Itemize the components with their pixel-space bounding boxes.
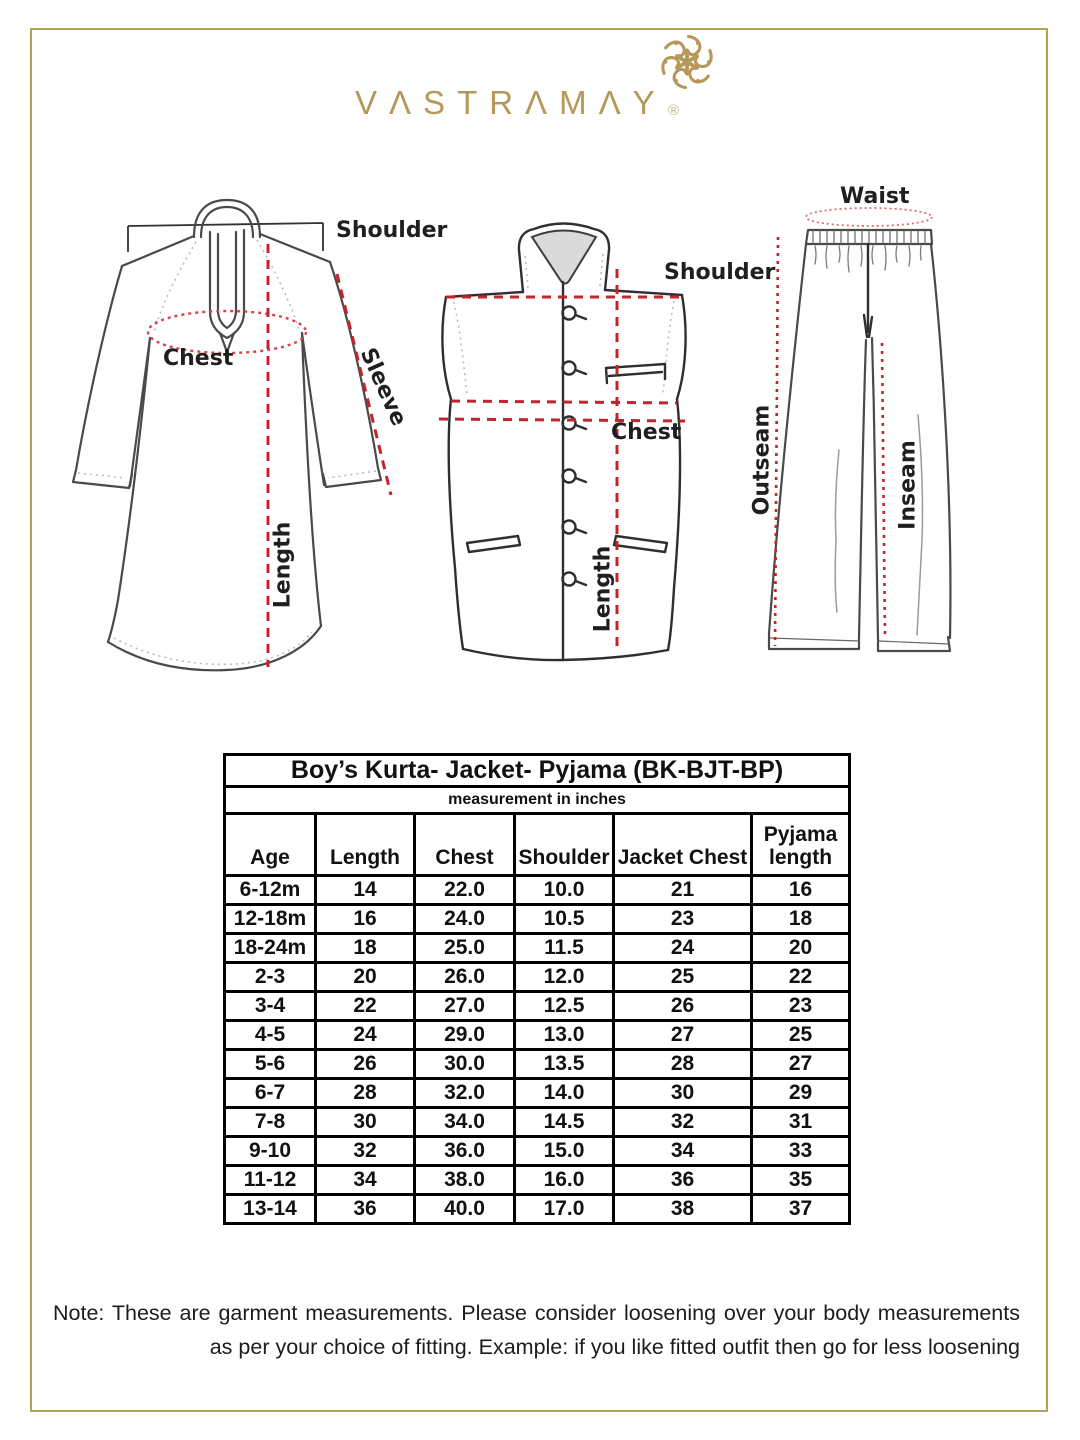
kurta-chest-label: Chest — [163, 346, 234, 371]
table-cell: 36 — [316, 1195, 415, 1224]
table-cell: 32 — [316, 1137, 415, 1166]
size-table — [223, 753, 851, 1225]
table-cell: 18 — [752, 905, 850, 934]
table-cell: 12-18m — [225, 905, 316, 934]
table-cell: 13.0 — [515, 1021, 614, 1050]
table-cell: 9-10 — [225, 1137, 316, 1166]
table-cell: 23 — [752, 992, 850, 1021]
table-cell: 7-8 — [225, 1108, 316, 1137]
table-cell: 27.0 — [415, 992, 515, 1021]
column-header: Age — [225, 814, 316, 876]
kurta-shoulder-label: Shoulder — [336, 218, 448, 243]
table-cell: 23 — [614, 905, 752, 934]
table-cell: 31 — [752, 1108, 850, 1137]
table-cell: 34 — [316, 1166, 415, 1195]
column-header: Jacket Chest — [614, 814, 752, 876]
pyjama-measurement-diagram — [735, 160, 1080, 720]
table-cell: 6-7 — [225, 1079, 316, 1108]
table-cell: 11.5 — [515, 934, 614, 963]
column-header: Pyjama length — [752, 814, 850, 876]
table-cell: 14.5 — [515, 1108, 614, 1137]
table-cell: 36 — [614, 1166, 752, 1195]
table-cell: 18 — [316, 934, 415, 963]
table-cell: 24 — [614, 934, 752, 963]
table-cell: 27 — [614, 1021, 752, 1050]
pyjama-outseam-label: Outseam — [749, 404, 775, 516]
jacket-buttons — [563, 307, 587, 586]
table-cell: 12.0 — [515, 963, 614, 992]
table-cell: 29.0 — [415, 1021, 515, 1050]
table-cell: 10.0 — [515, 876, 614, 905]
pyjama-waist-label: Waist — [840, 184, 910, 209]
brand-logo — [350, 28, 750, 128]
table-row — [225, 876, 850, 905]
table-cell: 28 — [316, 1079, 415, 1108]
table-cell: 17.0 — [515, 1195, 614, 1224]
table-cell: 36.0 — [415, 1137, 515, 1166]
table-row — [225, 963, 850, 992]
table-cell: 30 — [614, 1079, 752, 1108]
size-table-subtitle: measurement in inches — [225, 787, 850, 814]
table-cell: 20 — [752, 934, 850, 963]
size-table-body — [225, 876, 850, 1224]
table-cell: 40.0 — [415, 1195, 515, 1224]
table-row — [225, 1079, 850, 1108]
garment-note — [53, 1296, 1020, 1364]
table-row — [225, 1195, 850, 1224]
table-cell: 30.0 — [415, 1050, 515, 1079]
table-cell: 12.5 — [515, 992, 614, 1021]
table-cell: 16 — [316, 905, 415, 934]
brand-logo-text: VΛSTRΛMΛY — [355, 84, 667, 121]
kurta-sketch — [60, 180, 440, 720]
table-cell: 29 — [752, 1079, 850, 1108]
pyjama-inseam-label: Inseam — [895, 440, 921, 530]
table-cell: 3-4 — [225, 992, 316, 1021]
table-cell: 25.0 — [415, 934, 515, 963]
table-cell: 22.0 — [415, 876, 515, 905]
table-row — [225, 1166, 850, 1195]
table-cell: 34 — [614, 1137, 752, 1166]
table-row — [225, 1137, 850, 1166]
table-cell: 38.0 — [415, 1166, 515, 1195]
table-row — [225, 934, 850, 963]
column-header: Length — [316, 814, 415, 876]
table-cell: 25 — [614, 963, 752, 992]
size-table-title-row — [225, 755, 850, 787]
table-cell: 14.0 — [515, 1079, 614, 1108]
table-cell: 14 — [316, 876, 415, 905]
size-table-header-row — [225, 814, 850, 876]
table-cell: 24 — [316, 1021, 415, 1050]
table-cell: 22 — [316, 992, 415, 1021]
table-cell: 25 — [752, 1021, 850, 1050]
table-cell: 38 — [614, 1195, 752, 1224]
table-cell: 16 — [752, 876, 850, 905]
kurta-measurement-diagram — [60, 180, 448, 720]
table-row — [225, 905, 850, 934]
note-line-1: Note: These are garment measurements. Please consider loosening over your body measurements — [53, 1301, 1020, 1325]
table-cell: 10.5 — [515, 905, 614, 934]
table-cell: 26 — [614, 992, 752, 1021]
table-cell: 32 — [614, 1108, 752, 1137]
table-cell: 13.5 — [515, 1050, 614, 1079]
jacket-shoulder-label: Shoulder — [664, 260, 776, 285]
table-cell: 24.0 — [415, 905, 515, 934]
table-cell: 26 — [316, 1050, 415, 1079]
table-cell: 6-12m — [225, 876, 316, 905]
table-cell: 2-3 — [225, 963, 316, 992]
jacket-length-label: Length — [590, 545, 616, 633]
table-cell: 15.0 — [515, 1137, 614, 1166]
table-row — [225, 1108, 850, 1137]
table-cell: 5-6 — [225, 1050, 316, 1079]
kurta-length-label: Length — [270, 521, 296, 609]
table-cell: 27 — [752, 1050, 850, 1079]
column-header: Shoulder — [515, 814, 614, 876]
table-cell: 35 — [752, 1166, 850, 1195]
jacket-chest-label: Chest — [611, 420, 682, 445]
table-cell: 13-14 — [225, 1195, 316, 1224]
size-table-subtitle-row — [225, 787, 850, 814]
table-cell: 20 — [316, 963, 415, 992]
table-cell: 34.0 — [415, 1108, 515, 1137]
table-cell: 30 — [316, 1108, 415, 1137]
kurta-sleeve-label: Sleeve — [354, 344, 412, 430]
size-table-title: Boy’s Kurta- Jacket- Pyjama (BK-BJT-BP) — [225, 755, 850, 787]
note-line-2: as per your choice of fitting. Example: if you like fitted outfit then go for less loosening — [209, 1335, 1020, 1359]
table-row — [225, 992, 850, 1021]
column-header: Chest — [415, 814, 515, 876]
jacket-measurement-diagram — [420, 180, 780, 720]
table-cell: 18-24m — [225, 934, 316, 963]
table-cell: 28 — [614, 1050, 752, 1079]
table-cell: 21 — [614, 876, 752, 905]
table-cell: 26.0 — [415, 963, 515, 992]
registered-trademark: ® — [668, 102, 680, 119]
table-row — [225, 1050, 850, 1079]
mandala-star-icon — [653, 31, 721, 98]
table-cell: 33 — [752, 1137, 850, 1166]
table-cell: 37 — [752, 1195, 850, 1224]
table-cell: 22 — [752, 963, 850, 992]
table-row — [225, 1021, 850, 1050]
table-cell: 4-5 — [225, 1021, 316, 1050]
table-cell: 16.0 — [515, 1166, 614, 1195]
table-cell: 32.0 — [415, 1079, 515, 1108]
table-cell: 11-12 — [225, 1166, 316, 1195]
